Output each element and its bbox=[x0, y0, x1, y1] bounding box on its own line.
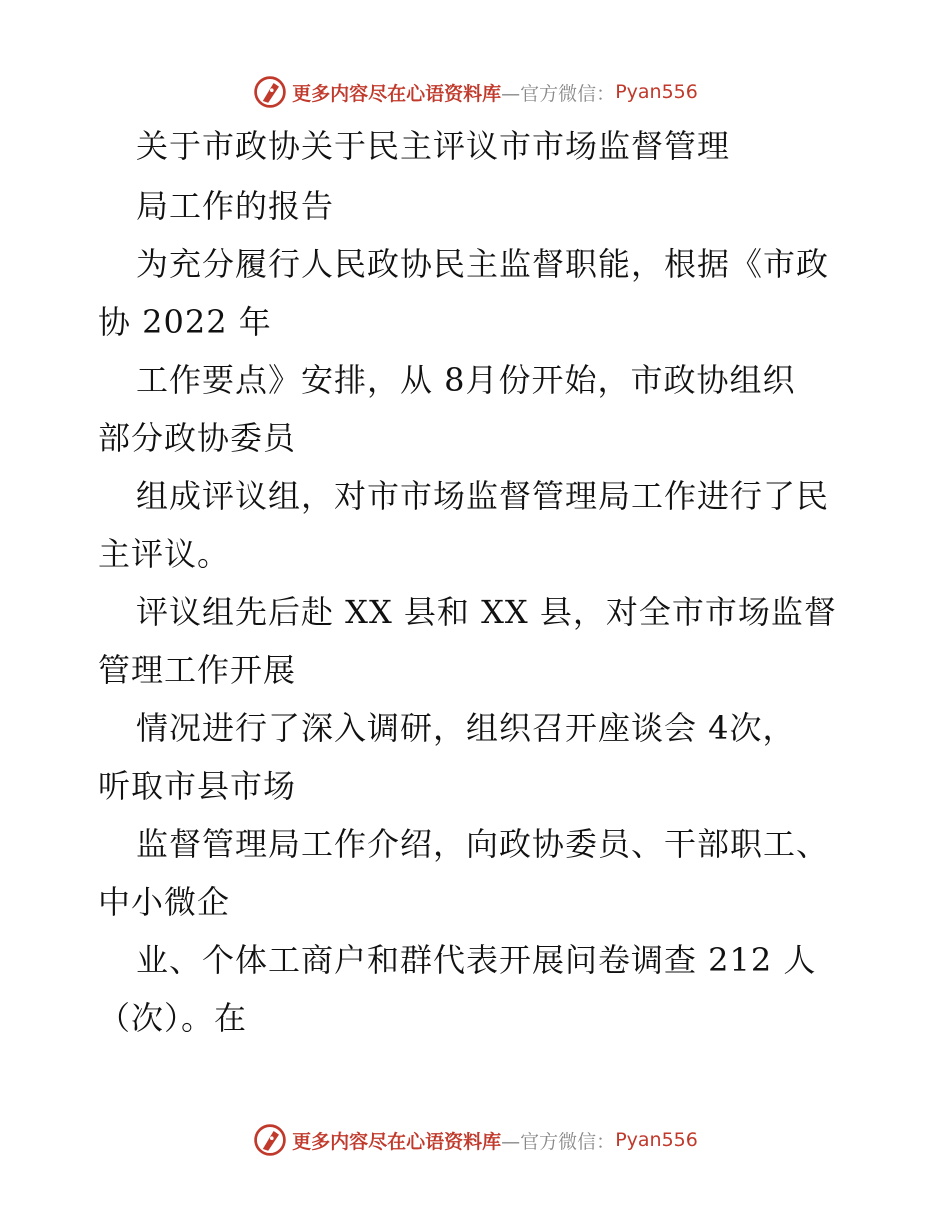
watermark-library-text: 更多内容尽在心语资料库 bbox=[292, 1130, 502, 1153]
paragraph-line: 主评议。 bbox=[98, 535, 231, 573]
paragraph-line: 评议组先后赴 XX 县和 XX 县，对全市市场监督 bbox=[136, 593, 837, 631]
paragraph-line: 听取市县市场 bbox=[98, 767, 297, 805]
paragraph-line: 工作要点》安排，从 8月份开始，市政协组织 bbox=[136, 361, 796, 399]
paragraph-line: 部分政协委员 bbox=[98, 419, 297, 457]
document-title-line: 局工作的报告 bbox=[136, 187, 335, 225]
watermark-footer bbox=[0, 1118, 950, 1162]
paragraph-line: 监督管理局工作介绍，向政协委员、干部职工、 bbox=[136, 825, 830, 863]
watermark-wechat-id: Pyan556 bbox=[615, 81, 698, 103]
paragraph-line: 管理工作开展 bbox=[98, 651, 297, 689]
paragraph-line: 组成评议组，对市市场监督管理局工作进行了民 bbox=[136, 477, 830, 515]
document-title-line: 关于市政协关于民主评议市市场监督管理 bbox=[136, 127, 731, 165]
paragraph-line: 情况进行了深入调研，组织召开座谈会 4次， bbox=[136, 709, 796, 747]
paragraph-line: （次）。在 bbox=[98, 999, 248, 1037]
watermark-official-text: —官方微信： bbox=[501, 1130, 616, 1153]
paragraph-line: 业、个体工商户和群代表开展问卷调查 212 人 bbox=[136, 941, 817, 979]
pen-nib-logo-icon bbox=[252, 74, 288, 110]
watermark-header bbox=[0, 70, 950, 114]
pen-nib-logo-icon bbox=[252, 1122, 288, 1158]
paragraph-line: 协 2022 年 bbox=[98, 303, 272, 341]
watermark-official-text: —官方微信： bbox=[501, 82, 616, 105]
watermark-wechat-id: Pyan556 bbox=[615, 1129, 698, 1151]
paragraph-line: 为充分履行人民政协民主监督职能，根据《市政 bbox=[136, 245, 830, 283]
paragraph-line: 中小微企 bbox=[98, 883, 231, 921]
watermark-library-text: 更多内容尽在心语资料库 bbox=[292, 82, 502, 105]
